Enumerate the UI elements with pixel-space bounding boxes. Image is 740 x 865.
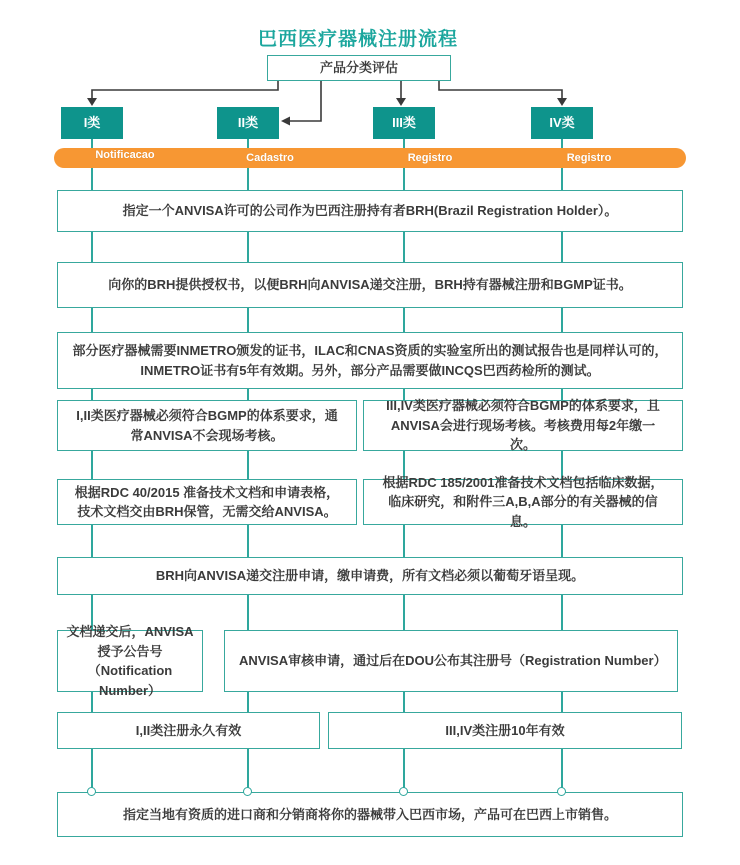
step-submit-application: [57, 557, 683, 595]
node-class-1: [61, 107, 123, 139]
pathway-label-notificacao: Notificacao: [95, 149, 155, 161]
step-text: I,II类医疗器械必须符合BGMP的体系要求，通常ANVISA不会现场考核。: [76, 408, 338, 443]
connector-dot: [243, 787, 252, 796]
step-text: ANVISA审核申请，通过后在DOU公布其注册号（Registration Number）: [239, 653, 667, 669]
node-class-3: [373, 107, 435, 139]
step-text: 部分医疗器械需要INMETRO颁发的证书，ILAC和CNAS资质的实验室所出的测试报告也是同样认可的，INMETRO证书有5年有效期。另外，部分产品需要做INCQS巴西药检所的测试。: [72, 343, 668, 378]
node-class-2: [217, 107, 279, 139]
step-docs-class12: [57, 479, 357, 525]
page-title: 巴西医疗器械注册流程: [257, 29, 458, 50]
step-text: I,II类注册永久有效: [135, 722, 242, 738]
step-text: 文档递交后，ANVISA授予公告号（Notification Number）: [66, 624, 194, 698]
step-text: 根据RDC 185/2001准备技术文档包括临床数据，临床研究，和附件三A,B,A部分的有关器械的信息。: [382, 474, 664, 529]
connector-dot: [87, 787, 96, 796]
connector-dot: [399, 787, 408, 796]
step-appoint-brh: [57, 190, 683, 232]
node-label: III类: [392, 115, 416, 131]
step-text: 指定当地有资质的进口商和分销商将你的器械带入巴西市场，产品可在巴西上市销售。: [122, 806, 617, 822]
step-bgmp-class34: [363, 400, 683, 451]
step-market-launch: [57, 792, 683, 837]
step-notification-number: [57, 624, 203, 698]
step-inmetro-testing: [57, 332, 683, 389]
pathway-label-registro-3: Registro: [407, 152, 453, 164]
step-authorization-letter: [57, 262, 683, 308]
step-text: BRH向ANVISA递交注册申请，缴申请费，所有文档必须以葡萄牙语呈现。: [155, 568, 585, 584]
pathway-bar: [54, 148, 686, 168]
classification-tree: [92, 79, 562, 121]
step-docs-class34: [363, 474, 683, 529]
connector-dot: [557, 787, 566, 796]
arrowheads: [87, 98, 567, 126]
node-label: IV类: [549, 115, 575, 131]
step-registration-number: [224, 630, 678, 692]
step-bgmp-class12: [57, 400, 357, 451]
step-validity-class12: [57, 712, 320, 749]
step-text: 指定一个ANVISA许可的公司作为巴西注册持有者BRH(Brazil Registration Holder）。: [122, 203, 618, 219]
node-class-4: [531, 107, 593, 139]
pathway-label-cadastro: Cadastro: [246, 152, 294, 164]
step-text: 向你的BRH提供授权书，以便BRH向ANVISA递交注册，BRH持有器械注册和BGMP证书。: [108, 277, 632, 293]
pathway-label-registro-4: Registro: [566, 152, 612, 164]
node-product-classification: [267, 55, 451, 81]
node-label: I类: [83, 115, 101, 131]
node-label: 产品分类评估: [319, 60, 398, 76]
step-text: III,IV类医疗器械必须符合BGMP的体系要求，且ANVISA会进行现场考核。考核费用每2年缴一次。: [386, 398, 660, 453]
node-label: II类: [237, 115, 259, 131]
step-validity-class34: [328, 712, 682, 749]
step-text: III,IV类注册10年有效: [445, 722, 565, 738]
step-text: 根据RDC 40/2015 准备技术文档和申请表格，技术文档交由BRH保管，无需交给ANVISA。: [74, 484, 340, 519]
